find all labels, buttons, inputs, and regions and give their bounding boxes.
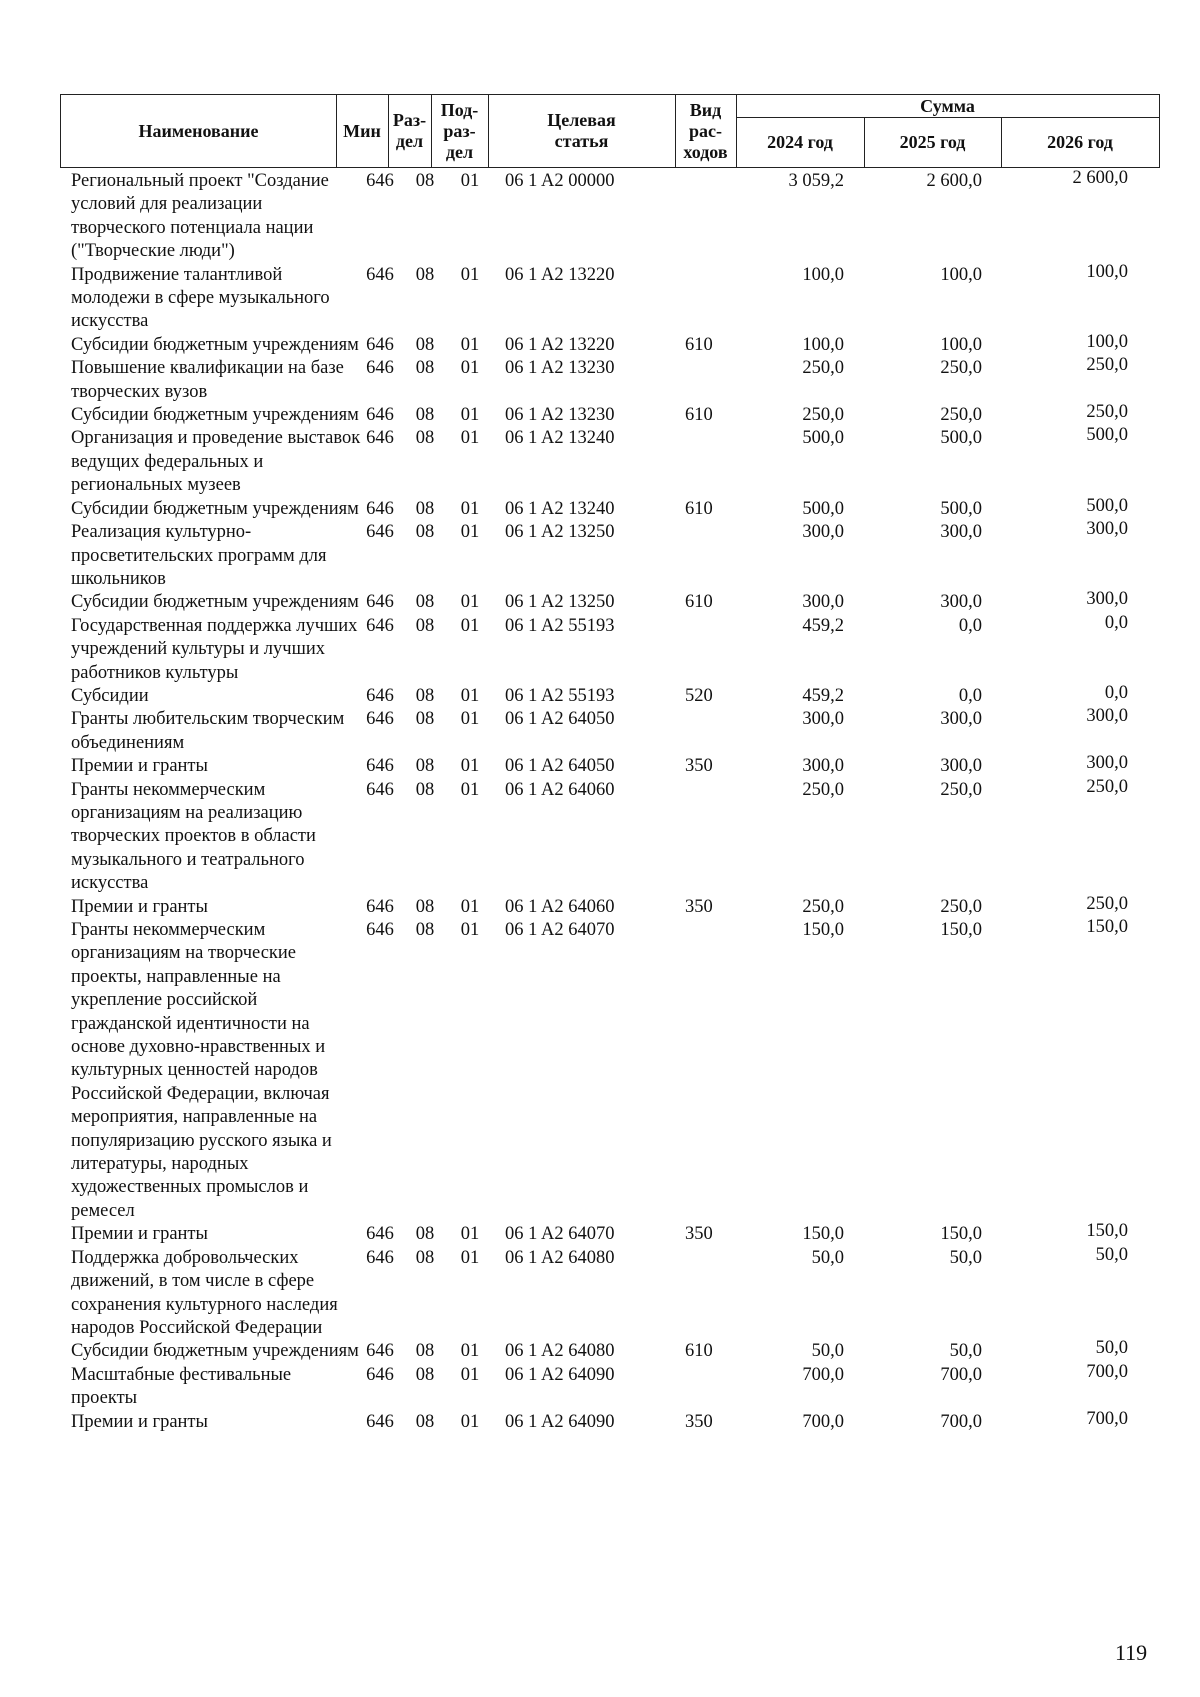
row-min: 646 — [366, 1224, 394, 1245]
row-y2024: 500,0 — [802, 428, 844, 449]
row-min: 646 — [366, 1341, 394, 1362]
row-y2024: 300,0 — [802, 522, 844, 543]
row-vr: 350 — [685, 896, 713, 917]
row-pr: 01 — [460, 615, 480, 636]
row-min: 646 — [366, 779, 394, 800]
row-y2026: 0,0 — [1104, 612, 1128, 633]
row-min: 646 — [366, 1364, 394, 1385]
row-y2026: 700,0 — [1086, 1361, 1128, 1382]
row-y2024: 250,0 — [802, 779, 844, 800]
header-summa: Сумма — [736, 95, 1159, 118]
row-min: 646 — [366, 358, 394, 379]
row-rz: 08 — [415, 1364, 435, 1385]
row-pr: 01 — [460, 264, 480, 285]
table-row — [60, 893, 1160, 919]
row-pr: 01 — [460, 756, 480, 777]
table-row — [60, 1340, 1160, 1363]
table-row — [60, 591, 1160, 614]
row-y2026: 100,0 — [1086, 261, 1128, 282]
row-y2026: 2 600,0 — [1072, 168, 1128, 188]
row-y2024: 300,0 — [802, 709, 844, 730]
row-ts: 06 1 A2 55193 — [505, 615, 615, 636]
row-name: Премии и гранты — [71, 756, 208, 777]
table-header — [60, 94, 1160, 168]
row-ts: 06 1 A2 64060 — [505, 779, 615, 800]
row-name: Продвижение талантливой молодежи в сфере музыкального искусства — [71, 264, 330, 332]
row-min: 646 — [366, 522, 394, 543]
row-pr: 01 — [460, 920, 480, 940]
row-y2025: 700,0 — [940, 1411, 982, 1432]
row-y2025: 300,0 — [940, 709, 982, 730]
row-y2026: 250,0 — [1086, 402, 1128, 423]
row-ts: 06 1 A2 64050 — [505, 709, 615, 730]
row-vr: 610 — [685, 592, 713, 613]
row-ts: 06 1 A2 13220 — [505, 264, 615, 285]
row-pr: 01 — [460, 522, 480, 543]
row-y2026: 100,0 — [1086, 331, 1128, 352]
row-vr: 520 — [685, 685, 713, 706]
row-y2026: 500,0 — [1086, 425, 1128, 446]
row-min: 646 — [366, 498, 394, 519]
row-y2024: 459,2 — [802, 615, 844, 636]
row-y2025: 250,0 — [940, 896, 982, 917]
row-y2026: 250,0 — [1086, 776, 1128, 797]
row-min: 646 — [366, 920, 394, 940]
row-ts: 06 1 A2 64070 — [505, 920, 615, 940]
row-ts: 06 1 A2 13230 — [505, 358, 615, 379]
row-y2026: 300,0 — [1086, 519, 1128, 540]
row-name: Повышение квалификации на базе творческих вузов — [71, 358, 344, 402]
row-pr: 01 — [460, 709, 480, 730]
row-y2026: 300,0 — [1086, 706, 1128, 727]
row-y2026: 250,0 — [1086, 355, 1128, 376]
row-y2026: 250,0 — [1086, 893, 1128, 914]
row-pr: 01 — [460, 171, 480, 191]
row-ts: 06 1 A2 13220 — [505, 334, 615, 355]
row-rz: 08 — [415, 498, 435, 519]
row-ts: 06 1 A2 13250 — [505, 592, 615, 613]
row-pr: 01 — [460, 428, 480, 449]
row-min: 646 — [366, 756, 394, 777]
row-y2024: 300,0 — [802, 756, 844, 777]
table-row — [60, 521, 1160, 591]
row-ts: 06 1 A2 13240 — [505, 428, 615, 449]
row-y2024: 150,0 — [802, 920, 844, 940]
row-name: Масштабные фестивальные проекты — [71, 1364, 292, 1409]
row-min: 646 — [366, 264, 394, 285]
row-rz: 08 — [415, 615, 435, 636]
header-tselevaya: Целевая статья — [488, 95, 676, 167]
row-name: Премии и гранты — [71, 1224, 208, 1245]
table-row — [60, 495, 1160, 521]
row-pr: 01 — [460, 1224, 480, 1245]
row-ts: 06 1 A2 13230 — [505, 405, 615, 426]
row-y2025: 150,0 — [940, 1224, 982, 1245]
row-y2025: 0,0 — [958, 615, 982, 636]
row-min: 646 — [366, 1247, 394, 1268]
row-ts: 06 1 A2 64080 — [505, 1341, 615, 1362]
row-rz: 08 — [415, 405, 435, 426]
header-vid: Вид рас- ходов — [675, 95, 737, 167]
row-rz: 08 — [415, 779, 435, 800]
row-ts: 06 1 A2 13250 — [505, 522, 615, 543]
row-rz: 08 — [415, 896, 435, 917]
row-ts: 06 1 A2 64060 — [505, 896, 615, 917]
table-row — [60, 331, 1160, 357]
row-name: Поддержка добровольческих движений, в том числе в сфере сохранения культурного наследия народов Российской Федерации — [71, 1247, 338, 1338]
row-y2025: 500,0 — [940, 428, 982, 449]
row-pr: 01 — [460, 779, 480, 800]
row-y2026: 150,0 — [1086, 1221, 1128, 1242]
row-name: Гранты любительским творческим объединениям — [71, 709, 345, 753]
row-vr: 610 — [685, 334, 713, 355]
row-name: Субсидии бюджетным учреждениям — [71, 498, 359, 519]
row-vr: 350 — [685, 1411, 713, 1432]
row-pr: 01 — [460, 896, 480, 917]
row-name: Реализация культурно-просветительских программ для школьников — [71, 522, 327, 589]
row-name: Субсидии бюджетным учреждениям — [71, 592, 359, 613]
header-2024: 2024 год — [736, 117, 865, 167]
row-pr: 01 — [460, 1364, 480, 1385]
header-min: Мин — [336, 95, 389, 167]
row-y2025: 2 600,0 — [926, 171, 982, 191]
row-ts: 06 1 A2 55193 — [505, 685, 615, 706]
row-rz: 08 — [415, 756, 435, 777]
row-rz: 08 — [415, 358, 435, 379]
row-vr: 610 — [685, 1341, 713, 1362]
row-rz: 08 — [415, 171, 435, 191]
row-pr: 01 — [460, 1411, 480, 1432]
row-name: Субсидии бюджетным учреждениям — [71, 1341, 359, 1362]
row-y2025: 50,0 — [949, 1341, 982, 1362]
table-row — [60, 357, 1160, 404]
header-name: Наименование — [61, 95, 337, 167]
row-y2024: 700,0 — [802, 1411, 844, 1432]
row-y2026: 0,0 — [1104, 682, 1128, 703]
row-y2024: 700,0 — [802, 1364, 844, 1385]
row-min: 646 — [366, 896, 394, 917]
row-rz: 08 — [415, 920, 435, 940]
row-name: Субсидии бюджетным учреждениям — [71, 334, 359, 355]
row-pr: 01 — [460, 685, 480, 706]
row-name: Премии и гранты — [71, 896, 208, 917]
row-vr: 350 — [685, 756, 713, 777]
row-name: Региональный проект "Создание условий для реализации творческого потенциала нации ("Творческие люди") — [71, 171, 329, 262]
row-min: 646 — [366, 709, 394, 730]
table-row — [60, 708, 1160, 755]
row-ts: 06 1 A2 64090 — [505, 1364, 615, 1385]
row-y2026: 150,0 — [1086, 917, 1128, 937]
row-y2024: 300,0 — [802, 592, 844, 613]
row-vr: 610 — [685, 405, 713, 426]
row-name: Государственная поддержка лучших учреждений культуры и лучших работников культуры — [71, 615, 358, 683]
table-row — [60, 404, 1160, 427]
row-rz: 08 — [415, 1341, 435, 1362]
row-ts: 06 1 A2 64090 — [505, 1411, 615, 1432]
row-y2024: 50,0 — [811, 1247, 844, 1268]
header-razdel: Раз- дел — [388, 95, 432, 167]
row-rz: 08 — [415, 1247, 435, 1268]
row-rz: 08 — [415, 709, 435, 730]
row-y2026: 700,0 — [1086, 1408, 1128, 1429]
table-row — [60, 682, 1160, 708]
row-min: 646 — [366, 1411, 394, 1432]
row-pr: 01 — [460, 498, 480, 519]
row-y2026: 300,0 — [1086, 753, 1128, 774]
row-y2026: 500,0 — [1086, 495, 1128, 516]
row-y2025: 250,0 — [940, 779, 982, 800]
row-y2025: 0,0 — [958, 685, 982, 706]
row-ts: 06 1 A2 00000 — [505, 171, 615, 191]
table-row — [60, 261, 1160, 334]
row-y2026: 50,0 — [1095, 1244, 1128, 1265]
row-min: 646 — [366, 685, 394, 706]
row-min: 646 — [366, 592, 394, 613]
row-y2025: 300,0 — [940, 756, 982, 777]
header-2026: 2026 год — [1047, 131, 1113, 152]
table-row — [60, 427, 1160, 497]
row-y2025: 150,0 — [940, 920, 982, 940]
row-y2024: 250,0 — [802, 358, 844, 379]
table-row — [60, 755, 1160, 778]
row-name: Премии и гранты — [71, 1411, 208, 1432]
row-y2026: 50,0 — [1095, 1338, 1128, 1359]
table-row — [60, 1408, 1160, 1434]
row-y2025: 100,0 — [940, 334, 982, 355]
row-rz: 08 — [415, 264, 435, 285]
table-row — [60, 1361, 1160, 1411]
row-y2025: 500,0 — [940, 498, 982, 519]
row-y2025: 700,0 — [940, 1364, 982, 1385]
row-rz: 08 — [415, 1411, 435, 1432]
table-body — [60, 170, 1160, 1434]
row-name: Гранты некоммерческим организациям на реализацию творческих проектов в области музыкального и театрального искусства — [71, 779, 316, 894]
row-name: Гранты некоммерческим организациям на творческие проекты, направленные на укрепление российской гражданской идентичности на основе духовно-нравственных и культурных ценностей народов Российской Федерации, включая мероприятия, направленные на популяризацию русского языка и литературы, народных художественных промыслов и ремесел — [71, 920, 332, 1221]
row-y2024: 459,2 — [802, 685, 844, 706]
row-y2026: 300,0 — [1086, 589, 1128, 610]
row-min: 646 — [366, 428, 394, 449]
row-y2025: 250,0 — [940, 405, 982, 426]
row-y2025: 300,0 — [940, 592, 982, 613]
row-vr: 610 — [685, 498, 713, 519]
table-row — [60, 170, 1160, 264]
header-2025: 2025 год — [864, 117, 1002, 167]
row-ts: 06 1 A2 64050 — [505, 756, 615, 777]
row-y2024: 100,0 — [802, 264, 844, 285]
row-y2024: 3 059,2 — [788, 171, 844, 191]
row-y2025: 250,0 — [940, 358, 982, 379]
row-y2025: 50,0 — [949, 1247, 982, 1268]
page-number: 119 — [1115, 1640, 1148, 1665]
row-ts: 06 1 A2 64070 — [505, 1224, 615, 1245]
row-pr: 01 — [460, 592, 480, 613]
row-pr: 01 — [460, 1247, 480, 1268]
row-pr: 01 — [460, 358, 480, 379]
table-row — [60, 919, 1160, 1223]
row-pr: 01 — [460, 405, 480, 426]
row-rz: 08 — [415, 522, 435, 543]
row-rz: 08 — [415, 428, 435, 449]
row-y2024: 250,0 — [802, 405, 844, 426]
row-y2025: 300,0 — [940, 522, 982, 543]
row-min: 646 — [366, 615, 394, 636]
row-min: 646 — [366, 405, 394, 426]
row-name: Организация и проведение выставок ведущих федеральных и региональных музеев — [71, 428, 361, 496]
row-rz: 08 — [415, 334, 435, 355]
row-y2024: 500,0 — [802, 498, 844, 519]
row-y2025: 100,0 — [940, 264, 982, 285]
row-name: Субсидии бюджетным учреждениям — [71, 405, 359, 426]
row-pr: 01 — [460, 334, 480, 355]
budget-table — [60, 94, 1160, 1434]
row-min: 646 — [366, 334, 394, 355]
row-y2024: 100,0 — [802, 334, 844, 355]
table-row — [60, 612, 1160, 685]
row-rz: 08 — [415, 1224, 435, 1245]
row-pr: 01 — [460, 1341, 480, 1362]
table-row — [60, 1244, 1160, 1341]
header-podrazdel: Под- раз- дел — [431, 95, 489, 167]
row-y2024: 50,0 — [811, 1341, 844, 1362]
row-ts: 06 1 A2 13240 — [505, 498, 615, 519]
row-y2024: 250,0 — [802, 896, 844, 917]
row-ts: 06 1 A2 64080 — [505, 1247, 615, 1268]
row-name: Субсидии — [71, 685, 149, 706]
row-y2024: 150,0 — [802, 1224, 844, 1245]
row-min: 646 — [366, 171, 394, 191]
table-row — [60, 776, 1160, 896]
table-row — [60, 1223, 1160, 1246]
row-vr: 350 — [685, 1224, 713, 1245]
row-rz: 08 — [415, 592, 435, 613]
row-rz: 08 — [415, 685, 435, 706]
